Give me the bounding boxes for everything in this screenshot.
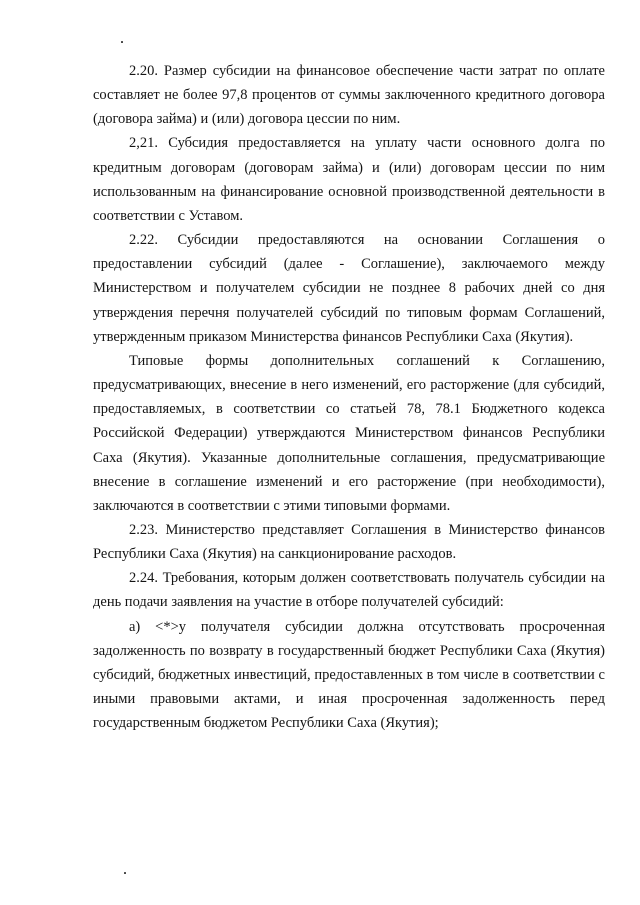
document-body [93, 59, 605, 735]
paragraph-2-24-a: а) <*>у получателя субсидии должна отсутствовать просроченная задолженность по возврату в государственный бюджет Республики Саха (Якутия) субсидий, бюджетных инвестиций, предоставленных в том числе в соответствии с иными правовыми актами, и иная просроченная задолженность перед государственным бюджетом Республики Саха (Якутия); [93, 618, 605, 732]
paragraph-2-24: 2.24. Требования, которым должен соответствовать получатель субсидии на день подачи заявления на участие в отборе получателей субсидий: [93, 570, 605, 611]
paragraph-2-20: 2.20. Размер субсидии на финансовое обеспечение части затрат по оплате составляет не более 97,8 процентов от суммы заключенного кредитного договора (договора займа) и (или) договора цессии по ним. [93, 63, 605, 128]
paragraph-typical-forms: Типовые формы дополнительных соглашений к Соглашению, предусматривающих, внесение в него изменений, его расторжение (для субсидий, предоставляемых, в соответствии со статьей 78, 78.1 Бюджетного кодекса Российской Федерации) утверждаются Министерством финансов Республики Саха (Якутия). Указанные дополнительные соглашения, предусматривающие внесение в соглашение изменений и его расторжение (при необходимости), заключаются в соответствии с этими типовыми формами. [93, 352, 605, 514]
scan-speck-bottom [124, 872, 126, 874]
paragraph-2-23: 2.23. Министерство представляет Соглашения в Министерство финансов Республики Саха (Якутия) на санкционирование расходов. [93, 521, 605, 563]
paragraph-2-22: 2.22. Субсидии предоставляются на основании Соглашения о предоставлении субсидий (далее - Соглашение), заключаемого между Министерством и получателем субсидии не позднее 8 рабочих дней со дня утверждения перечня получателей субсидий по типовым формам Соглашений, утвержденным приказом Министерства финансов Республики Саха (Якутия). [93, 232, 605, 345]
paragraph-2-21: 2,21. Субсидия предоставляется на уплату части основного долга по кредитным договорам (договорам займа) и (или) договорам цессии по ним использованным на финансирование основной производственной деятельности в соответствии с Уставом. [93, 135, 605, 224]
scan-speck-top [121, 41, 123, 43]
